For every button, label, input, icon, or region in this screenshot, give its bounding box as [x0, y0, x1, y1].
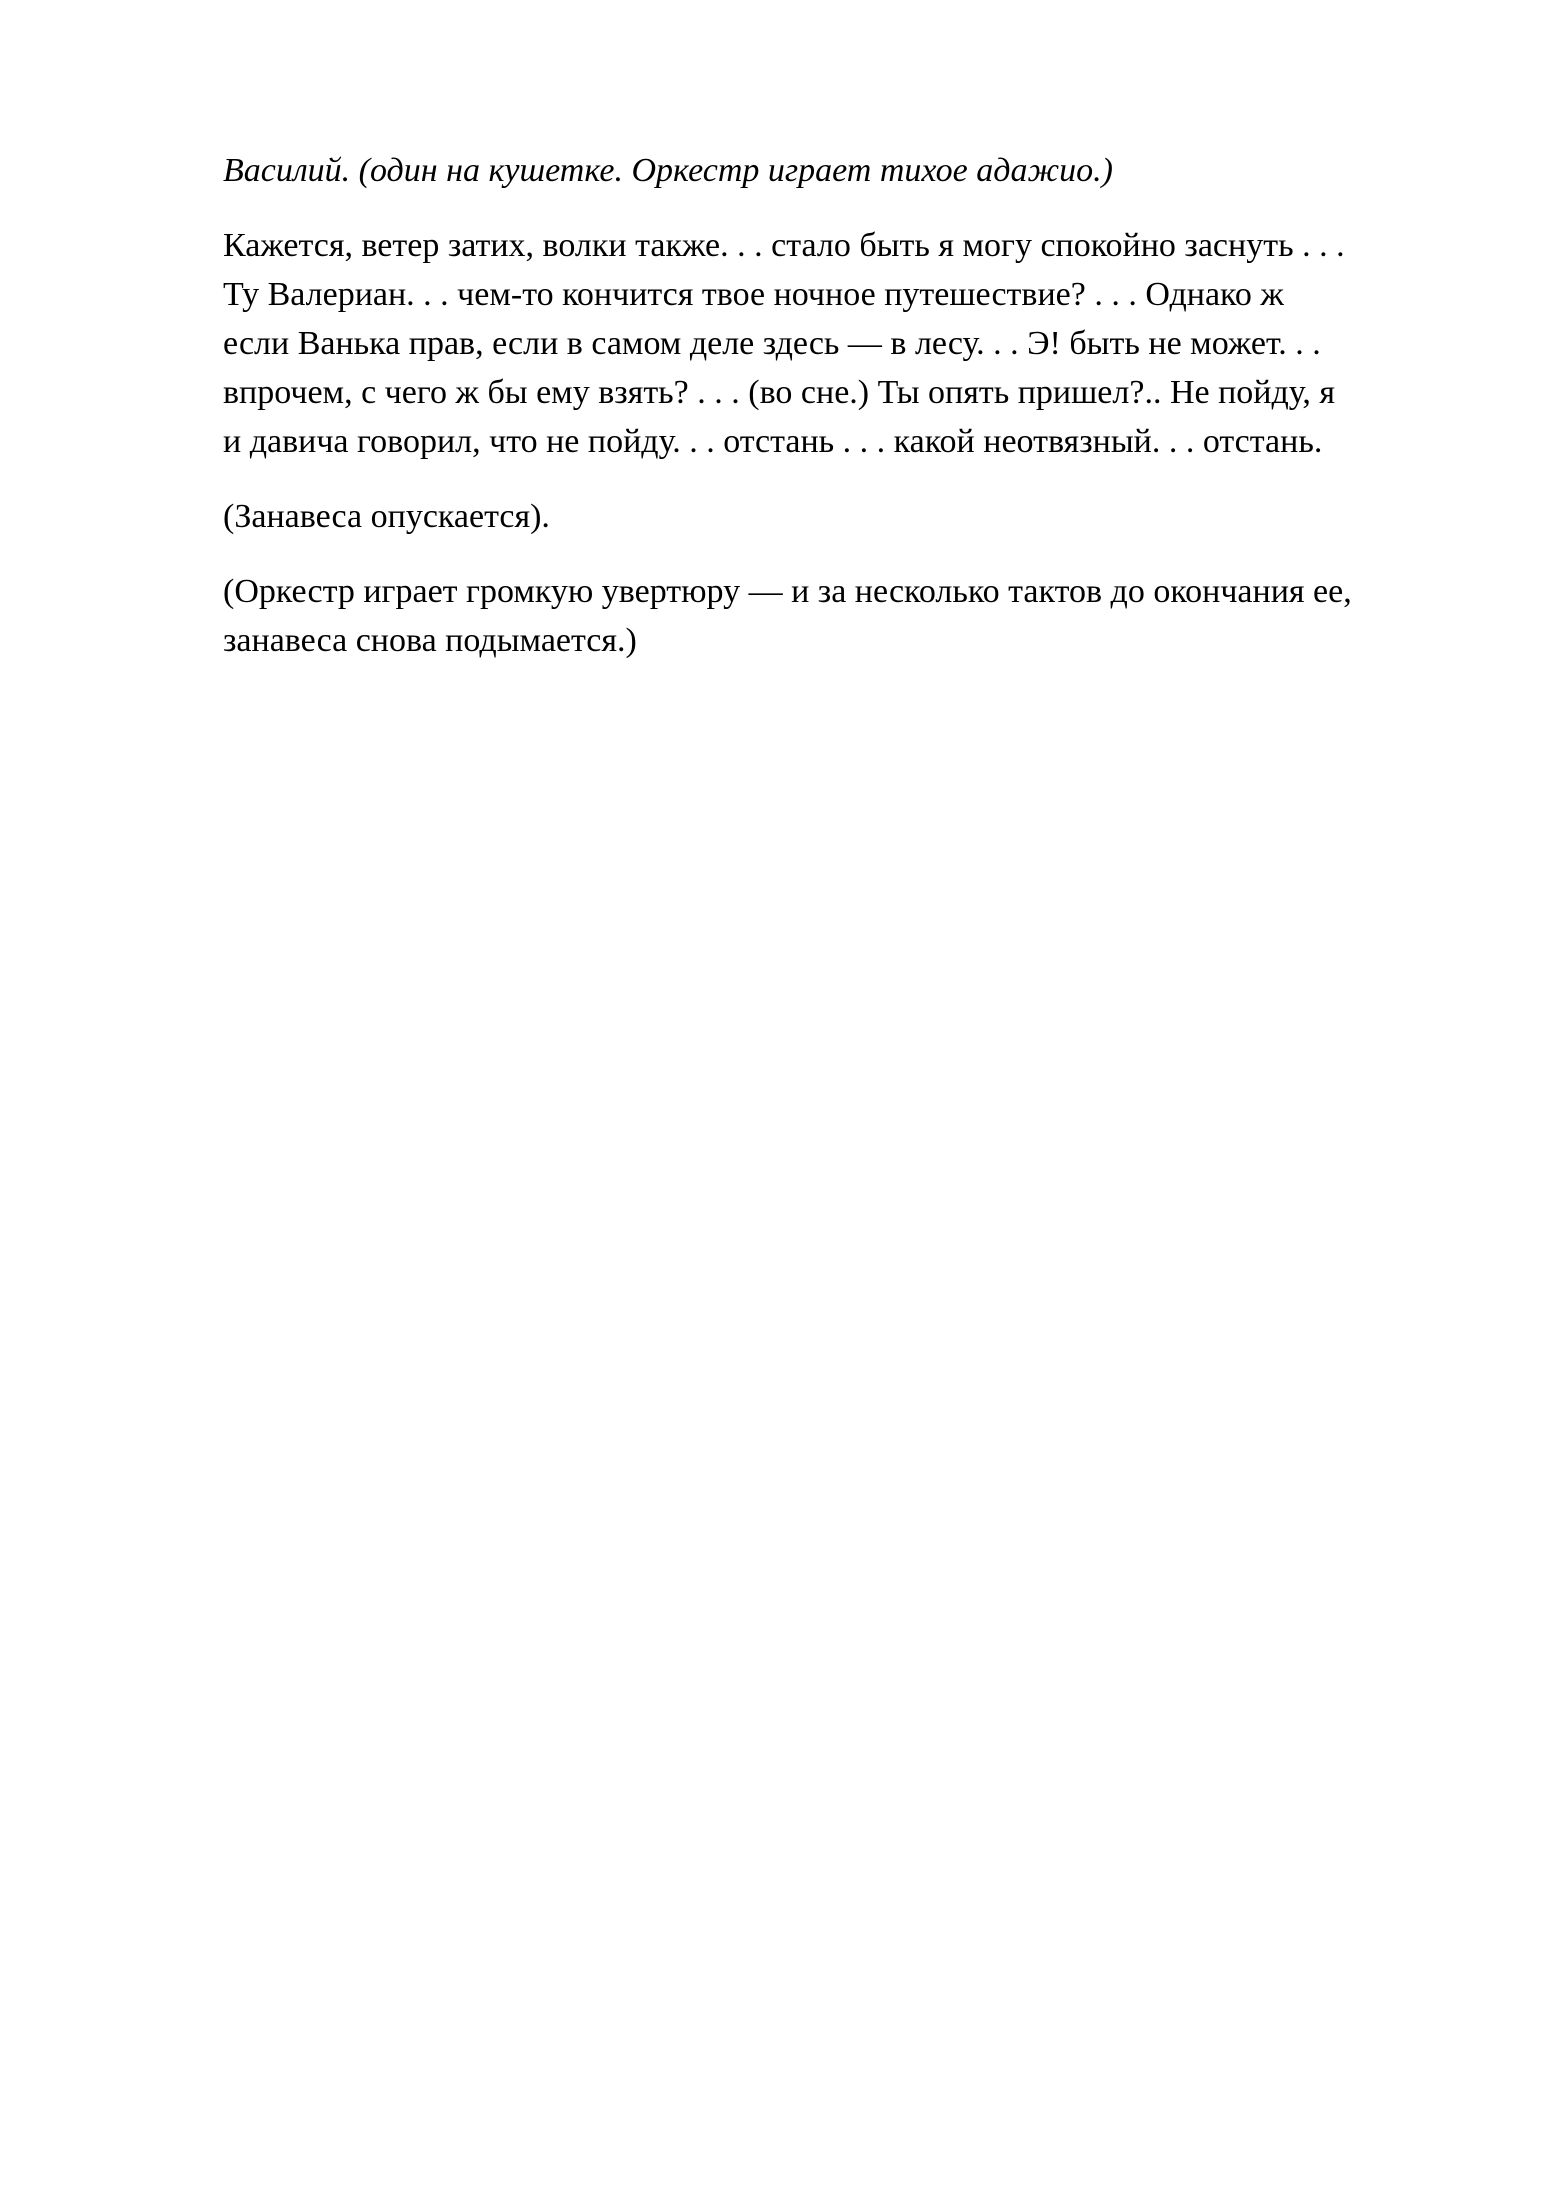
- text-line: и давича говорил, что не пойду. . . отстань . . . какой неотвязный. . . отстань.: [223, 423, 1323, 460]
- document-body: [223, 146, 1463, 691]
- text-line: (Занавеса опускается).: [223, 498, 550, 535]
- text-line: Кажется, ветер затих, волки также. . . стало быть я могу спокойно заснуть . . .: [223, 227, 1345, 264]
- text-line: если Ванька прав, если в самом деле здесь — в лесу. . . Э! быть не может. . .: [223, 325, 1321, 362]
- text-line: Василий. (один на кушетке. Оркестр играет тихое адажио.): [223, 152, 1113, 189]
- text-line: впрочем, с чего ж бы ему взять? . . . (во сне.) Ты опять пришел?.. Не пойду, я: [223, 374, 1336, 411]
- overture-paragraph: [223, 567, 1463, 665]
- text-line: Ту Валериан. . . чем-то кончится твое ночное путешествие? . . . Однако ж: [223, 276, 1284, 313]
- monologue-paragraph: [223, 221, 1463, 466]
- text-line: (Оркестр играет громкую увертюру — и за несколько тактов до окончания ее,: [223, 573, 1352, 610]
- stage-direction-heading: [223, 146, 1463, 195]
- text-line: занавеса снова подымается.): [223, 622, 637, 659]
- curtain-falls-paragraph: [223, 492, 1463, 541]
